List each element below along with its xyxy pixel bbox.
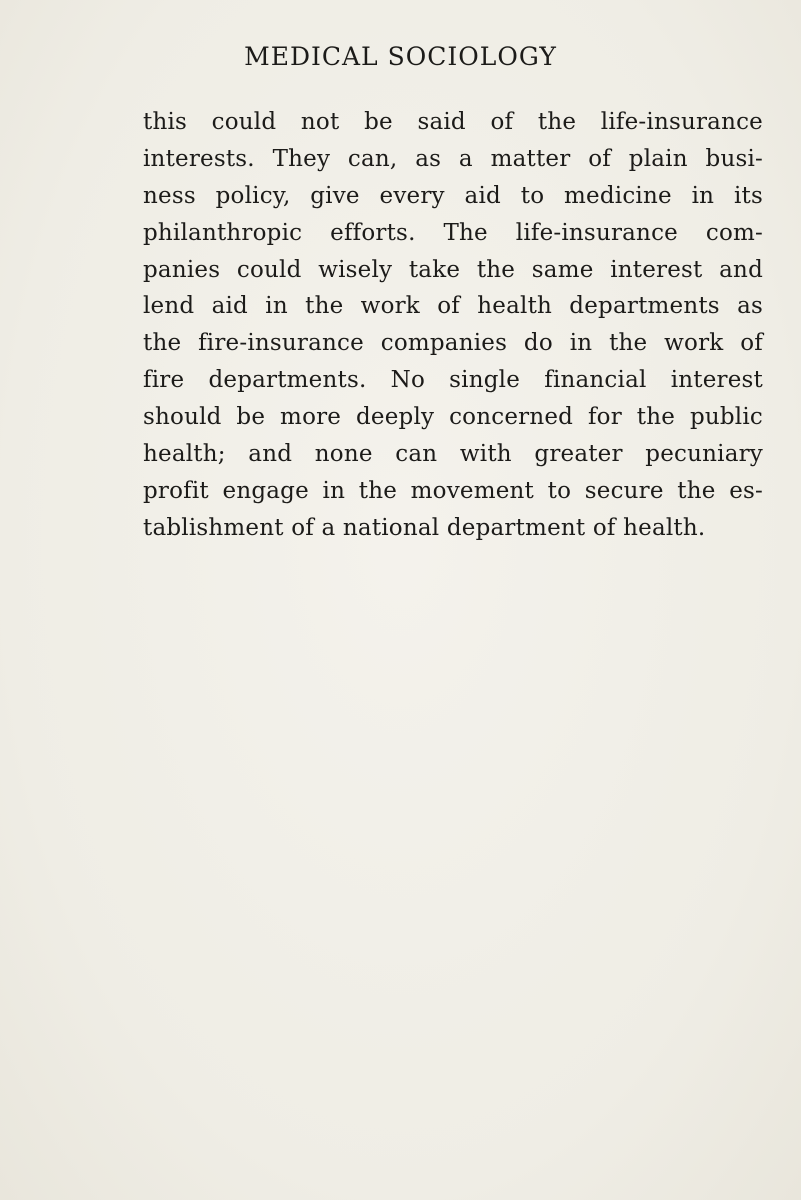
text-line: ness policy, give every aid to medicine in its	[143, 182, 763, 209]
text-line: the fire-insurance companies do in the work of	[143, 330, 763, 357]
text-line: philanthropic efforts. The life-insurance com-	[143, 219, 763, 246]
text-line: health; and none can with greater pecuniary	[143, 441, 763, 468]
text-line: profit engage in the movement to secure the es-	[143, 477, 763, 504]
text-line: this could not be said of the life-insurance	[143, 109, 763, 135]
body-text	[143, 104, 763, 547]
text-line: tablishment of a national department of health.	[143, 514, 706, 541]
text-line: interests. They can, as a matter of plain busi-	[143, 145, 763, 172]
text-line: should be more deeply concerned for the public	[143, 404, 763, 431]
text-line: lend aid in the work of health departments as	[143, 293, 763, 320]
running-head: MEDICAL SOCIOLOGY	[244, 42, 557, 71]
text-line: panies could wisely take the same interest and	[143, 256, 763, 283]
text-line: fire departments. No single financial interest	[143, 367, 763, 394]
